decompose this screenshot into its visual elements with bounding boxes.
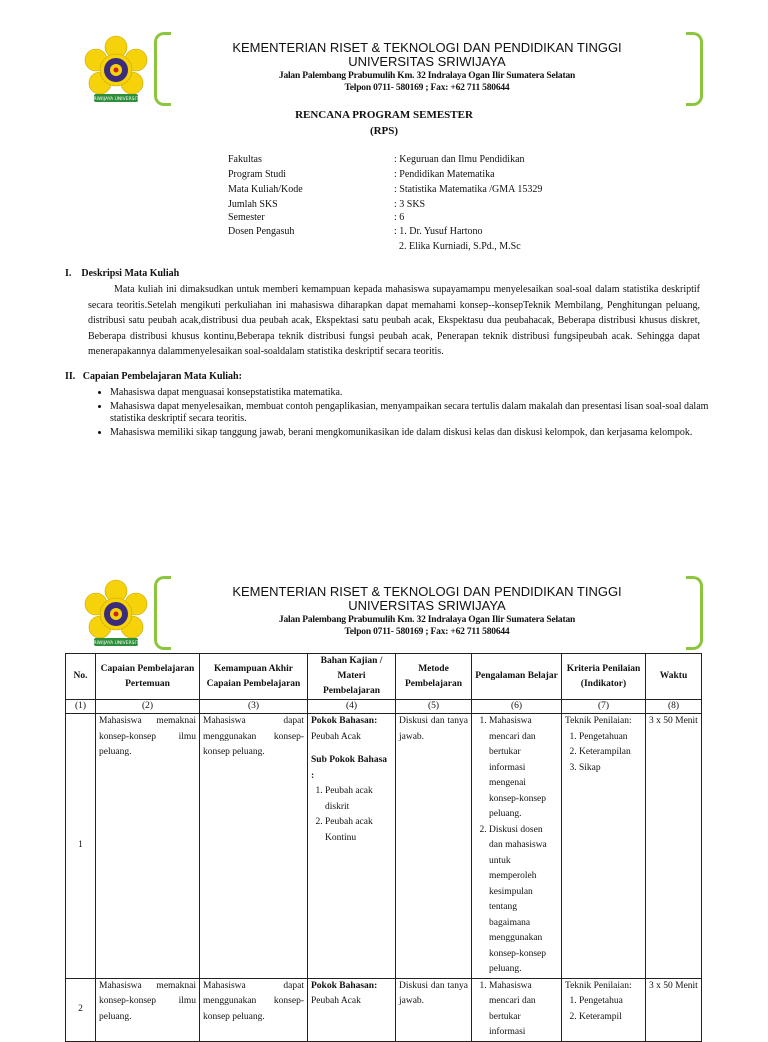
capaian-cell: Mahasiswa memaknai konsep-konsep ilmu peluang. — [96, 714, 200, 979]
address: Jalan Palembang Prabumulih Km. 32 Indralaya Ogan Ilir Sumatera Selatan — [278, 615, 576, 625]
pokok-value: Peubah Acak — [311, 731, 361, 742]
info-value: : Statistika Matematika /GMA 15329 — [394, 184, 543, 195]
doc-subtitle: (RPS) — [369, 125, 399, 137]
info-value: : 1. Dr. Yusuf Hartono — [394, 226, 483, 237]
sub-pokok-list — [311, 784, 392, 846]
kriteria-cell — [562, 714, 646, 979]
capaian-cell: Mahasiswa memaknai konsep-konsep ilmu peluang. — [96, 978, 200, 1041]
column-number-row — [66, 700, 702, 714]
list-item: 1. Peubah acak diskrit — [325, 784, 392, 815]
table-row — [66, 978, 702, 1041]
list-item: 1. Pengetahuan — [579, 730, 642, 746]
logo-banner-text: SRIWIJAYA UNIVERSITY — [90, 641, 142, 646]
column-number: (3) — [200, 700, 308, 714]
list-item: 3. Sikap — [579, 761, 642, 777]
list-item: 2. Diskusi dosen dan mahasiswa untuk memperoleh kesimpulan tentang bagaimana menggunakan konsep-konsep peluang. — [489, 823, 558, 978]
university-logo-icon — [80, 578, 152, 650]
section-1-heading: I. Deskripsi Mata Kuliah — [65, 268, 180, 279]
column-number: (7) — [562, 700, 646, 714]
list-item: • Mahasiswa dapat menguasai konsepstatistika matematika. — [110, 387, 718, 400]
list-item: 1. Pengetahua — [579, 994, 642, 1010]
description-paragraph: Mata kuliah ini dimaksudkan untuk memberi kemampuan kepada mahasiswa supayamampu menyelesaikan soal-soal dalam statistika deskriptif secara teoritis.Setelah mengikuti perkuliahan ini mahasiswa diharapkan dapat memahami konsep--konsepTeknik Membilang, Penghitungan peluang, distribusi satu peubah acak,distribusi dua peubah acak, Ekspektasi satu peubah acak, Ekspektasu dua peubahacak, Beberapa distribusi khusus diskret, Beberapa distribusi khusus kontinu,Beberapa teknik distribusi fungsi peubah acak, Penerapan teknik distribusi fungsipeubah acak. Sehingga dapat menerapakannya dalammenyelesaikan soal-soaldalam statistika deskriptif secara teoritis. — [88, 284, 700, 357]
pengalaman-list — [475, 714, 558, 978]
pokok-label: Pokok Bahasan: — [311, 716, 378, 726]
header-cell: No. — [66, 654, 96, 700]
header-cell: Kriteria Penilaian (Indikator) — [562, 654, 646, 700]
list-item: 1. Mahasiswa mencari dan bertukar informasi mengenai konsep-konsep peluang. — [489, 714, 558, 823]
university-logo-icon — [80, 34, 152, 106]
kriteria-list — [565, 994, 642, 1025]
rps-table — [65, 653, 702, 1042]
header-cell: Waktu — [646, 654, 702, 700]
sub-pokok-label: Sub Pokok Bahasa : — [311, 755, 388, 781]
column-number: (2) — [96, 700, 200, 714]
column-number: (4) — [308, 700, 396, 714]
waktu-cell: 3 x 50 Menit — [646, 978, 702, 1041]
kemampuan-cell: Mahasiswa dapat menggunakan konsep-konsep peluang. — [200, 978, 308, 1041]
kriteria-label: Teknik Penilaian: — [565, 716, 632, 726]
header-cell: Pengalaman Belajar — [472, 654, 562, 700]
header-cell: Capaian Pembelajaran Pertemuan — [96, 654, 200, 700]
learning-outcomes-list — [92, 387, 718, 440]
row-number: 2 — [66, 978, 96, 1041]
logo-banner-text: SRIWIJAYA UNIVERSITY — [90, 97, 142, 102]
info-label: Dosen Pengasuh — [228, 226, 295, 237]
info-value: : 3 SKS — [394, 199, 426, 210]
materi-cell — [308, 714, 396, 979]
info-label: Semester — [228, 212, 265, 223]
university-name: UNIVERSITAS SRIWIJAYA — [348, 54, 506, 69]
info-label: Program Studi — [228, 169, 287, 180]
column-number: (6) — [472, 700, 562, 714]
pengalaman-cell — [472, 714, 562, 979]
address: Jalan Palembang Prabumulih Km. 32 Indralaya Ogan Ilir Sumatera Selatan — [278, 71, 576, 81]
info-label: Jumlah SKS — [228, 199, 278, 210]
kemampuan-cell: Mahasiswa dapat menggunakan konsep-konsep peluang. — [200, 714, 308, 979]
info-label: Fakultas — [228, 154, 262, 165]
header-cell: Bahan Kajian / Materi Pembelajaran — [308, 654, 396, 700]
list-item: 2. Keterampil — [579, 1010, 642, 1026]
info-value: : 6 — [394, 212, 405, 223]
info-label: Mata Kuliah/Kode — [228, 184, 303, 195]
table-header-row — [66, 654, 702, 700]
pengalaman-list — [475, 979, 558, 1041]
list-item: 1. Mahasiswa mencari dan bertukar informasi — [489, 979, 558, 1041]
university-name: UNIVERSITAS SRIWIJAYA — [348, 598, 506, 613]
list-item: 2. Peubah acak Kontinu — [325, 815, 392, 846]
pokok-label: Pokok Bahasan: — [311, 980, 378, 991]
section-1-text — [88, 282, 700, 360]
list-item: 2. Keterampilan — [579, 745, 642, 761]
letterhead-top — [0, 28, 768, 138]
kriteria-label: Teknik Penilaian: — [565, 980, 632, 991]
list-item: • Mahasiswa memiliki sikap tanggung jawab, berani mengkomunikasikan ide dalam diskusi kelas dan diskusi kelompok, dan kerjasama kelompok. — [110, 427, 718, 440]
waktu-cell: 3 x 50 Menit — [646, 714, 702, 979]
info-value: : Pendidikan Matematika — [394, 169, 495, 180]
doc-title: RENCANA PROGRAM SEMESTER — [295, 109, 473, 121]
ministry-name: KEMENTERIAN RISET & TEKNOLOGI DAN PENDIDIKAN TINGGI — [232, 584, 622, 599]
metode-cell: Diskusi dan tanya jawab. — [396, 714, 472, 979]
pokok-value: Peubah Acak — [311, 996, 361, 1006]
phone-fax: Telpon 0711- 580169 ; Fax: +62 711 580644 — [344, 83, 510, 93]
column-number: (8) — [646, 700, 702, 714]
table-row — [66, 714, 702, 979]
list-item: • Mahasiswa dapat menyelesaikan, membuat contoh pengaplikasian, menyampaikan secara tertulis dalam makalah dan presentasi lisan soal-soal dalam statistika deskriptif secara teoritis. — [110, 401, 718, 426]
row-number: 1 — [66, 714, 96, 979]
column-number: (1) — [66, 700, 96, 714]
info-value: : Keguruan dan Ilmu Pendidikan — [394, 154, 525, 165]
info-value: 2. Elika Kurniadi, S.Pd., M.Sc — [394, 241, 521, 252]
column-number: (5) — [396, 700, 472, 714]
kriteria-list — [565, 730, 642, 777]
ministry-name: KEMENTERIAN RISET & TEKNOLOGI DAN PENDIDIKAN TINGGI — [232, 40, 622, 55]
materi-cell — [308, 978, 396, 1041]
kriteria-cell — [562, 978, 646, 1041]
phone-fax: Telpon 0711- 580169 ; Fax: +62 711 580644 — [344, 627, 510, 637]
header-cell: Kemampuan Akhir Capaian Pembelajaran — [200, 654, 308, 700]
pengalaman-cell — [472, 978, 562, 1041]
section-2-heading: II. Capaian Pembelajaran Mata Kuliah: — [65, 371, 242, 382]
metode-cell: Diskusi dan tanya jawab. — [396, 978, 472, 1041]
header-cell: Metode Pembelajaran — [396, 654, 472, 700]
